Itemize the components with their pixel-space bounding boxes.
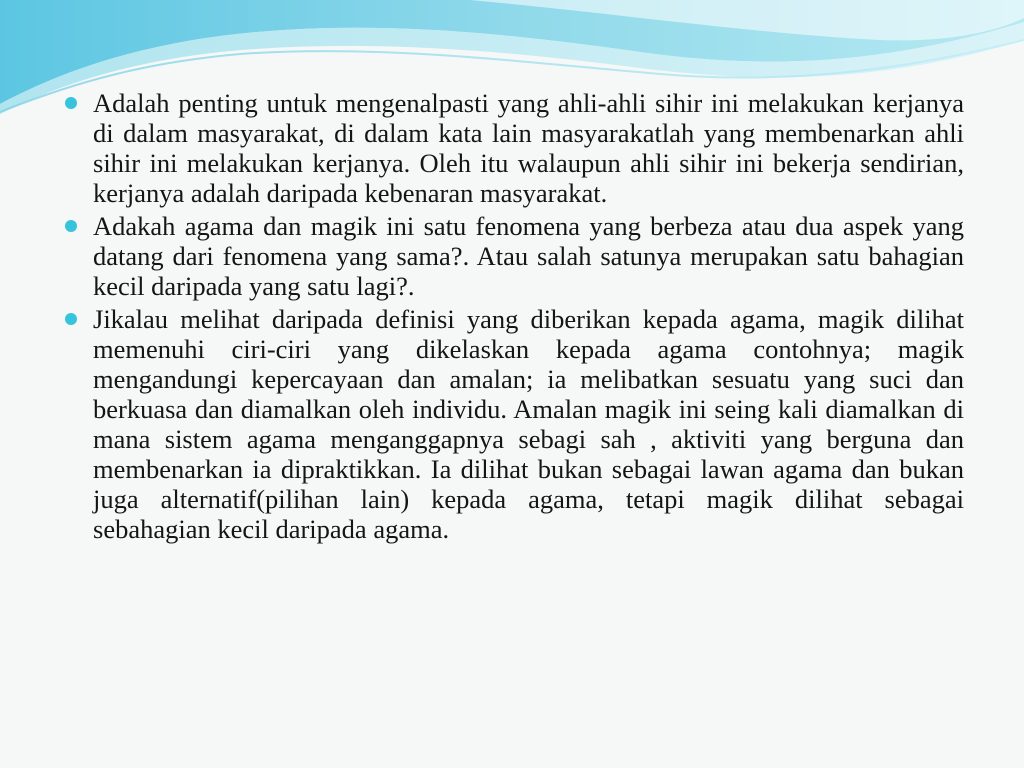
bullet-text: Adalah penting untuk mengenalpasti yang ahli-ahli sihir ini melakukan kerjanya di dalam masyarakat, di dalam kata lain masyarakatlah yang membenarkan ahli sihir ini melakukan kerjanya. Oleh itu walaupun ahli sihir ini bekerja sendirian, kerjanya adalah daripada kebenaran masyarakat. xyxy=(93,88,964,208)
bullet-item xyxy=(62,88,964,208)
round-bullet-icon xyxy=(65,220,77,232)
bullet-list xyxy=(62,88,964,544)
bullet-item xyxy=(62,304,964,544)
bullet-text: Jikalau melihat daripada definisi yang diberikan kepada agama, magik dilihat memenuhi ciri-ciri yang dikelaskan kepada agama contohnya; magik mengandungi kepercayaan dan amalan; ia melibatkan sesuatu yang suci dan berkuasa dan diamalkan oleh individu. Amalan magik ini seing kali diamalkan di mana sistem agama menganggapnya sebagi sah , aktiviti yang berguna dan membenarkan ia dipraktikkan. Ia dilihat bukan sebagai lawan agama dan bukan juga alternatif(pilihan lain) kepada agama, tetapi magik dilihat sebagai sebahagian kecil daripada agama. xyxy=(93,304,964,544)
content-area xyxy=(62,88,964,547)
round-bullet-icon xyxy=(65,313,77,325)
round-bullet-icon xyxy=(65,97,77,109)
bullet-item xyxy=(62,211,964,301)
bullet-text: Adakah agama dan magik ini satu fenomena yang berbeza atau dua aspek yang datang dari fenomena yang sama?. Atau salah satunya merupakan satu bahagian kecil daripada yang satu lagi?. xyxy=(93,211,964,301)
